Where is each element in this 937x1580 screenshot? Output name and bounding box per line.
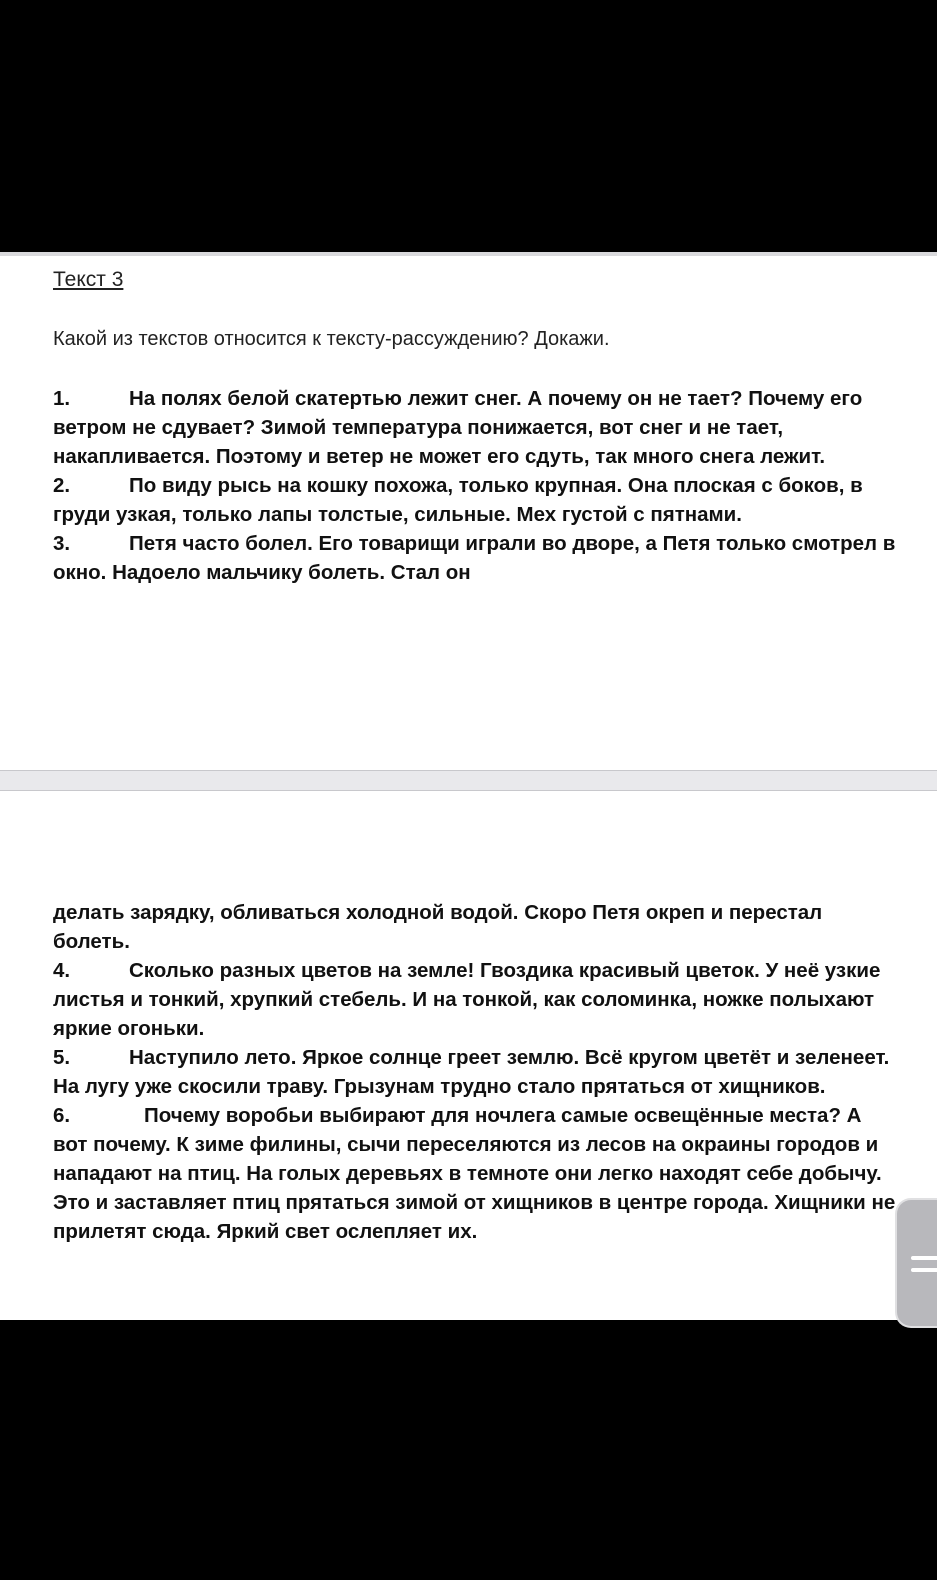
- list-item: [53, 529, 897, 587]
- continuation-text: делать зарядку, обливаться холодной водой. Скоро Петя окреп и перестал болеть.: [53, 901, 823, 953]
- item-number: 6.: [53, 1104, 71, 1127]
- question-text: Какой из текстов относится к тексту-рассуждению? Докажи.: [53, 328, 610, 350]
- item-text: На полях белой скатертью лежит снег. А почему он не тает? Почему его ветром не сдувает? Зимой температура понижается, вот снег и не тает, накапливается. Поэтому и ветер не может его сдуть, так много снега лежит.: [53, 387, 863, 468]
- item-number: 1.: [53, 387, 71, 410]
- scroll-handle[interactable]: [895, 1198, 937, 1328]
- item-number: 3.: [53, 532, 71, 555]
- handle-grip-icon: [911, 1268, 937, 1272]
- item-text: По виду рысь на кошку похожа, только крупная. Она плоская с боков, в груди узкая, только лапы толстые, сильные. Мех густой с пятнами.: [53, 474, 863, 526]
- document-page-1: [0, 256, 937, 770]
- item-text: Почему воробьи выбирают для ночлега самые освещённые места? А вот почему. К зиме филины, сычи переселяются из лесов на окраины городов и нападают на птиц. На голых деревьях в темноте они легко находят себе добычу. Это и заставляет птиц прятаться зимой от хищников в центре города. Хищники не прилетят сюда. Яркий свет ослепляет их.: [53, 1104, 896, 1243]
- list-item: [53, 1101, 897, 1246]
- items-list-page-1: [53, 384, 897, 587]
- item-text: Петя часто болел. Его товарищи играли во дворе, а Петя только смотрел в окно. Надоело мальчику болеть. Стал он: [53, 532, 896, 584]
- item-number: 4.: [53, 959, 71, 982]
- page-separator: [0, 770, 937, 791]
- list-item: [53, 384, 897, 471]
- item-number: 2.: [53, 474, 71, 497]
- list-item: [53, 471, 897, 529]
- document-page-2: [0, 791, 937, 1320]
- item-text: Наступило лето. Яркое солнце греет землю. Всё кругом цветёт и зеленеет. На лугу уже скосили траву. Грызунам трудно стало прятаться от хищников.: [53, 1046, 890, 1098]
- handle-grip-icon: [911, 1256, 937, 1260]
- text-title: Текст 3: [53, 268, 124, 291]
- item-number: 5.: [53, 1046, 71, 1069]
- list-item: [53, 1043, 897, 1101]
- list-item: [53, 956, 897, 1043]
- separator-line: [0, 770, 937, 771]
- items-list-page-2: [53, 898, 897, 1246]
- item-text: Сколько разных цветов на земле! Гвоздика красивый цветок. У неё узкие листья и тонкий, хрупкий стебель. И на тонкой, как соломинка, ножке полыхают яркие огоньки.: [53, 959, 881, 1040]
